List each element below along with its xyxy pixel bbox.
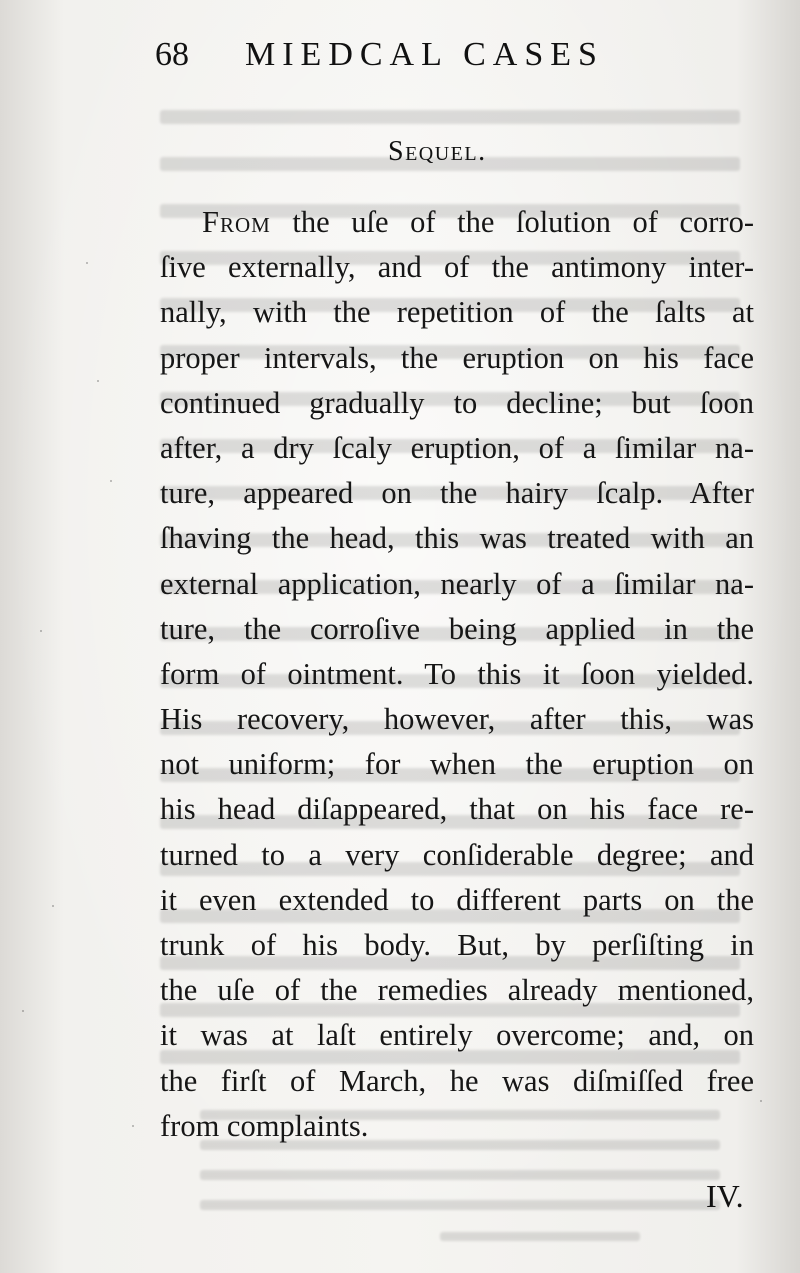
- text-line: continued gradually to decline; but ſoon: [160, 385, 754, 420]
- lead-word: From: [202, 205, 271, 239]
- text-line: ture, appeared on the hairy ſcalp. After: [160, 476, 754, 511]
- text-line: external application, nearly of a ſimilar na-: [160, 566, 754, 601]
- text-line: His recovery, however, after this, was: [160, 702, 754, 737]
- page-header: [155, 30, 660, 80]
- text-line: the uſe of the remedies already mentioned,: [160, 973, 754, 1008]
- text-line: trunk of his body. But, by perſiſting in: [160, 928, 754, 962]
- text-line: [160, 200, 754, 245]
- text-line: nally, with the repetition of the ſalts at: [160, 295, 754, 330]
- text-line: form of ointment. To this it ſoon yielded.: [160, 656, 754, 691]
- text-line: the firſt of March, he was diſmiſſed free: [160, 1063, 754, 1098]
- section-title: Sequel.: [388, 136, 487, 167]
- catchword: IV.: [706, 1178, 744, 1214]
- text-line: ſive externally, and of the antimony inter-: [160, 250, 754, 285]
- text-line: after, a dry ſcaly eruption, of a ſimilar na-: [160, 430, 754, 465]
- body-paragraph: [160, 200, 754, 1149]
- text-line: it even extended to different parts on the: [160, 882, 754, 917]
- text-line: it was at laſt entirely overcome; and, on: [160, 1018, 754, 1053]
- text-line: his head diſappeared, that on his face re-: [160, 792, 754, 827]
- text-line: turned to a very conſiderable degree; and: [160, 837, 754, 872]
- page-number: 68: [155, 36, 189, 73]
- line-text: the uſe of the ſolution of corro-: [270, 205, 754, 239]
- running-head: MIEDCAL CASES: [245, 36, 604, 73]
- text-line: ture, the corroſive being applied in the: [160, 611, 754, 646]
- text-line: proper intervals, the eruption on his face: [160, 340, 754, 375]
- text-line: ſhaving the head, this was treated with an: [160, 521, 754, 556]
- text-line: not uniform; for when the eruption on: [160, 747, 754, 782]
- text-line: from complaints.: [160, 1108, 369, 1143]
